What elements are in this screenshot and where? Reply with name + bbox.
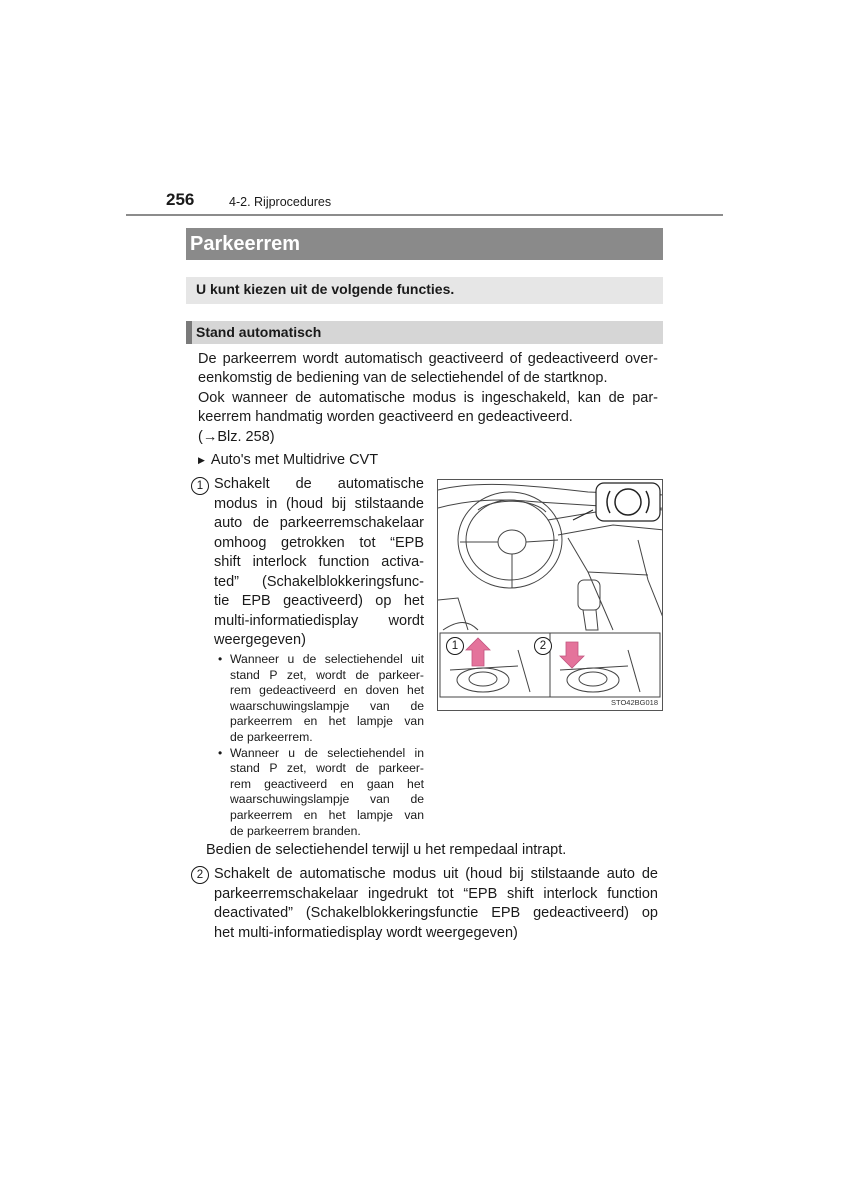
- section-reference: 4-2. Rijprocedures: [229, 195, 332, 209]
- figure-callout-1: 1: [446, 637, 464, 655]
- bullet-line: rem gedeactiveerd en doven het: [230, 683, 424, 698]
- step-line: modus in (houd bij stilstaande: [214, 495, 424, 512]
- bullet-line: de parkeerrem.: [230, 729, 313, 744]
- caution-note: Bedien de selectiehendel terwijl u het rempedaal intrapt.: [206, 842, 567, 858]
- paragraph-line: eenkomstig de bediening van de selectiehendel of de startknop.: [198, 370, 608, 386]
- step-line: deactivated” (Schakelblokkeringsfunctie EPB gedeactiveerd) op: [214, 905, 658, 921]
- step-line: weergegeven): [214, 632, 306, 648]
- dashboard-illustration: [437, 479, 663, 711]
- step-number-1: 1: [191, 477, 209, 495]
- step-line: Schakelt de automatische modus uit (houd bij stilstaande auto de: [214, 866, 658, 882]
- bullet-line: Wanneer u de selectiehendel uit: [230, 652, 424, 666]
- triangle-bullet-icon: ▶: [198, 455, 205, 465]
- bullet-line: rem geactiveerd en gaan het: [230, 776, 424, 791]
- step-line: multi-informatiedisplay wordt: [214, 612, 424, 629]
- figure-code: STO42BG018: [611, 698, 658, 707]
- bullet-item: [218, 652, 424, 746]
- applicability-label: Auto's met Multidrive CVT: [210, 452, 379, 468]
- step-line: omhoog getrokken tot “EPB: [214, 534, 424, 551]
- figure-callout-2: 2: [534, 637, 552, 655]
- bullet-item: [218, 746, 424, 840]
- paragraph-line: Ook wanneer de automatische modus is ingeschakeld, kan de par-: [198, 390, 658, 406]
- dashboard-drawing: [438, 480, 663, 711]
- page-number: 256: [166, 190, 195, 209]
- bullet-line: Wanneer u de selectiehendel in: [230, 745, 424, 760]
- paragraph-line: De parkeerrem wordt automatisch geactiveerd of gedeactiveerd over-: [198, 351, 658, 367]
- step-line: tie EPB geactiveerd) op het: [214, 593, 424, 609]
- bullet-line: stand P zet, wordt de parkeer-: [230, 761, 424, 776]
- step-1-text: [214, 475, 424, 651]
- page-title: Parkeerrem: [186, 228, 663, 260]
- bullet-list: [218, 652, 424, 839]
- paragraph-line: keerrem handmatig worden geactiveerd en gedeactiveerd.: [198, 409, 573, 425]
- bullet-dot-icon: •: [218, 745, 223, 760]
- bullet-line: waarschuwingslampje van de: [230, 698, 424, 713]
- applicability-note: [198, 451, 378, 472]
- step-line: parkeerremschakelaar ingedrukt tot “EPB shift interlock function: [214, 885, 658, 902]
- intro-box: U kunt kiezen uit de volgende functies.: [186, 277, 663, 304]
- step-line: auto de parkeerremschakelaar: [214, 515, 424, 531]
- step-number-2: 2: [191, 866, 209, 884]
- step-line: Schakelt de automatische: [214, 476, 424, 492]
- bullet-line: parkeerrem en het lampje van: [230, 714, 424, 729]
- bullet-line: de parkeerrem branden.: [230, 823, 361, 838]
- parking-brake-callout: [573, 483, 660, 521]
- subsection-heading: Stand automatisch: [186, 321, 663, 344]
- bullet-line: parkeerrem en het lampje van: [230, 807, 424, 822]
- bullet-line: waarschuwingslampje van de: [230, 792, 424, 807]
- step-line: shift interlock function activa-: [214, 554, 424, 570]
- header-divider: [126, 214, 723, 216]
- step-line: het multi-informatiedisplay wordt weergegeven): [214, 924, 518, 941]
- step-line: ted” (Schakelblokkeringsfunc-: [214, 573, 424, 590]
- step-2-text: [214, 865, 658, 943]
- bullet-dot-icon: •: [218, 652, 223, 666]
- page-reference-link[interactable]: (→Blz. 258): [198, 429, 275, 445]
- bullet-line: stand P zet, wordt de parkeer-: [230, 667, 424, 682]
